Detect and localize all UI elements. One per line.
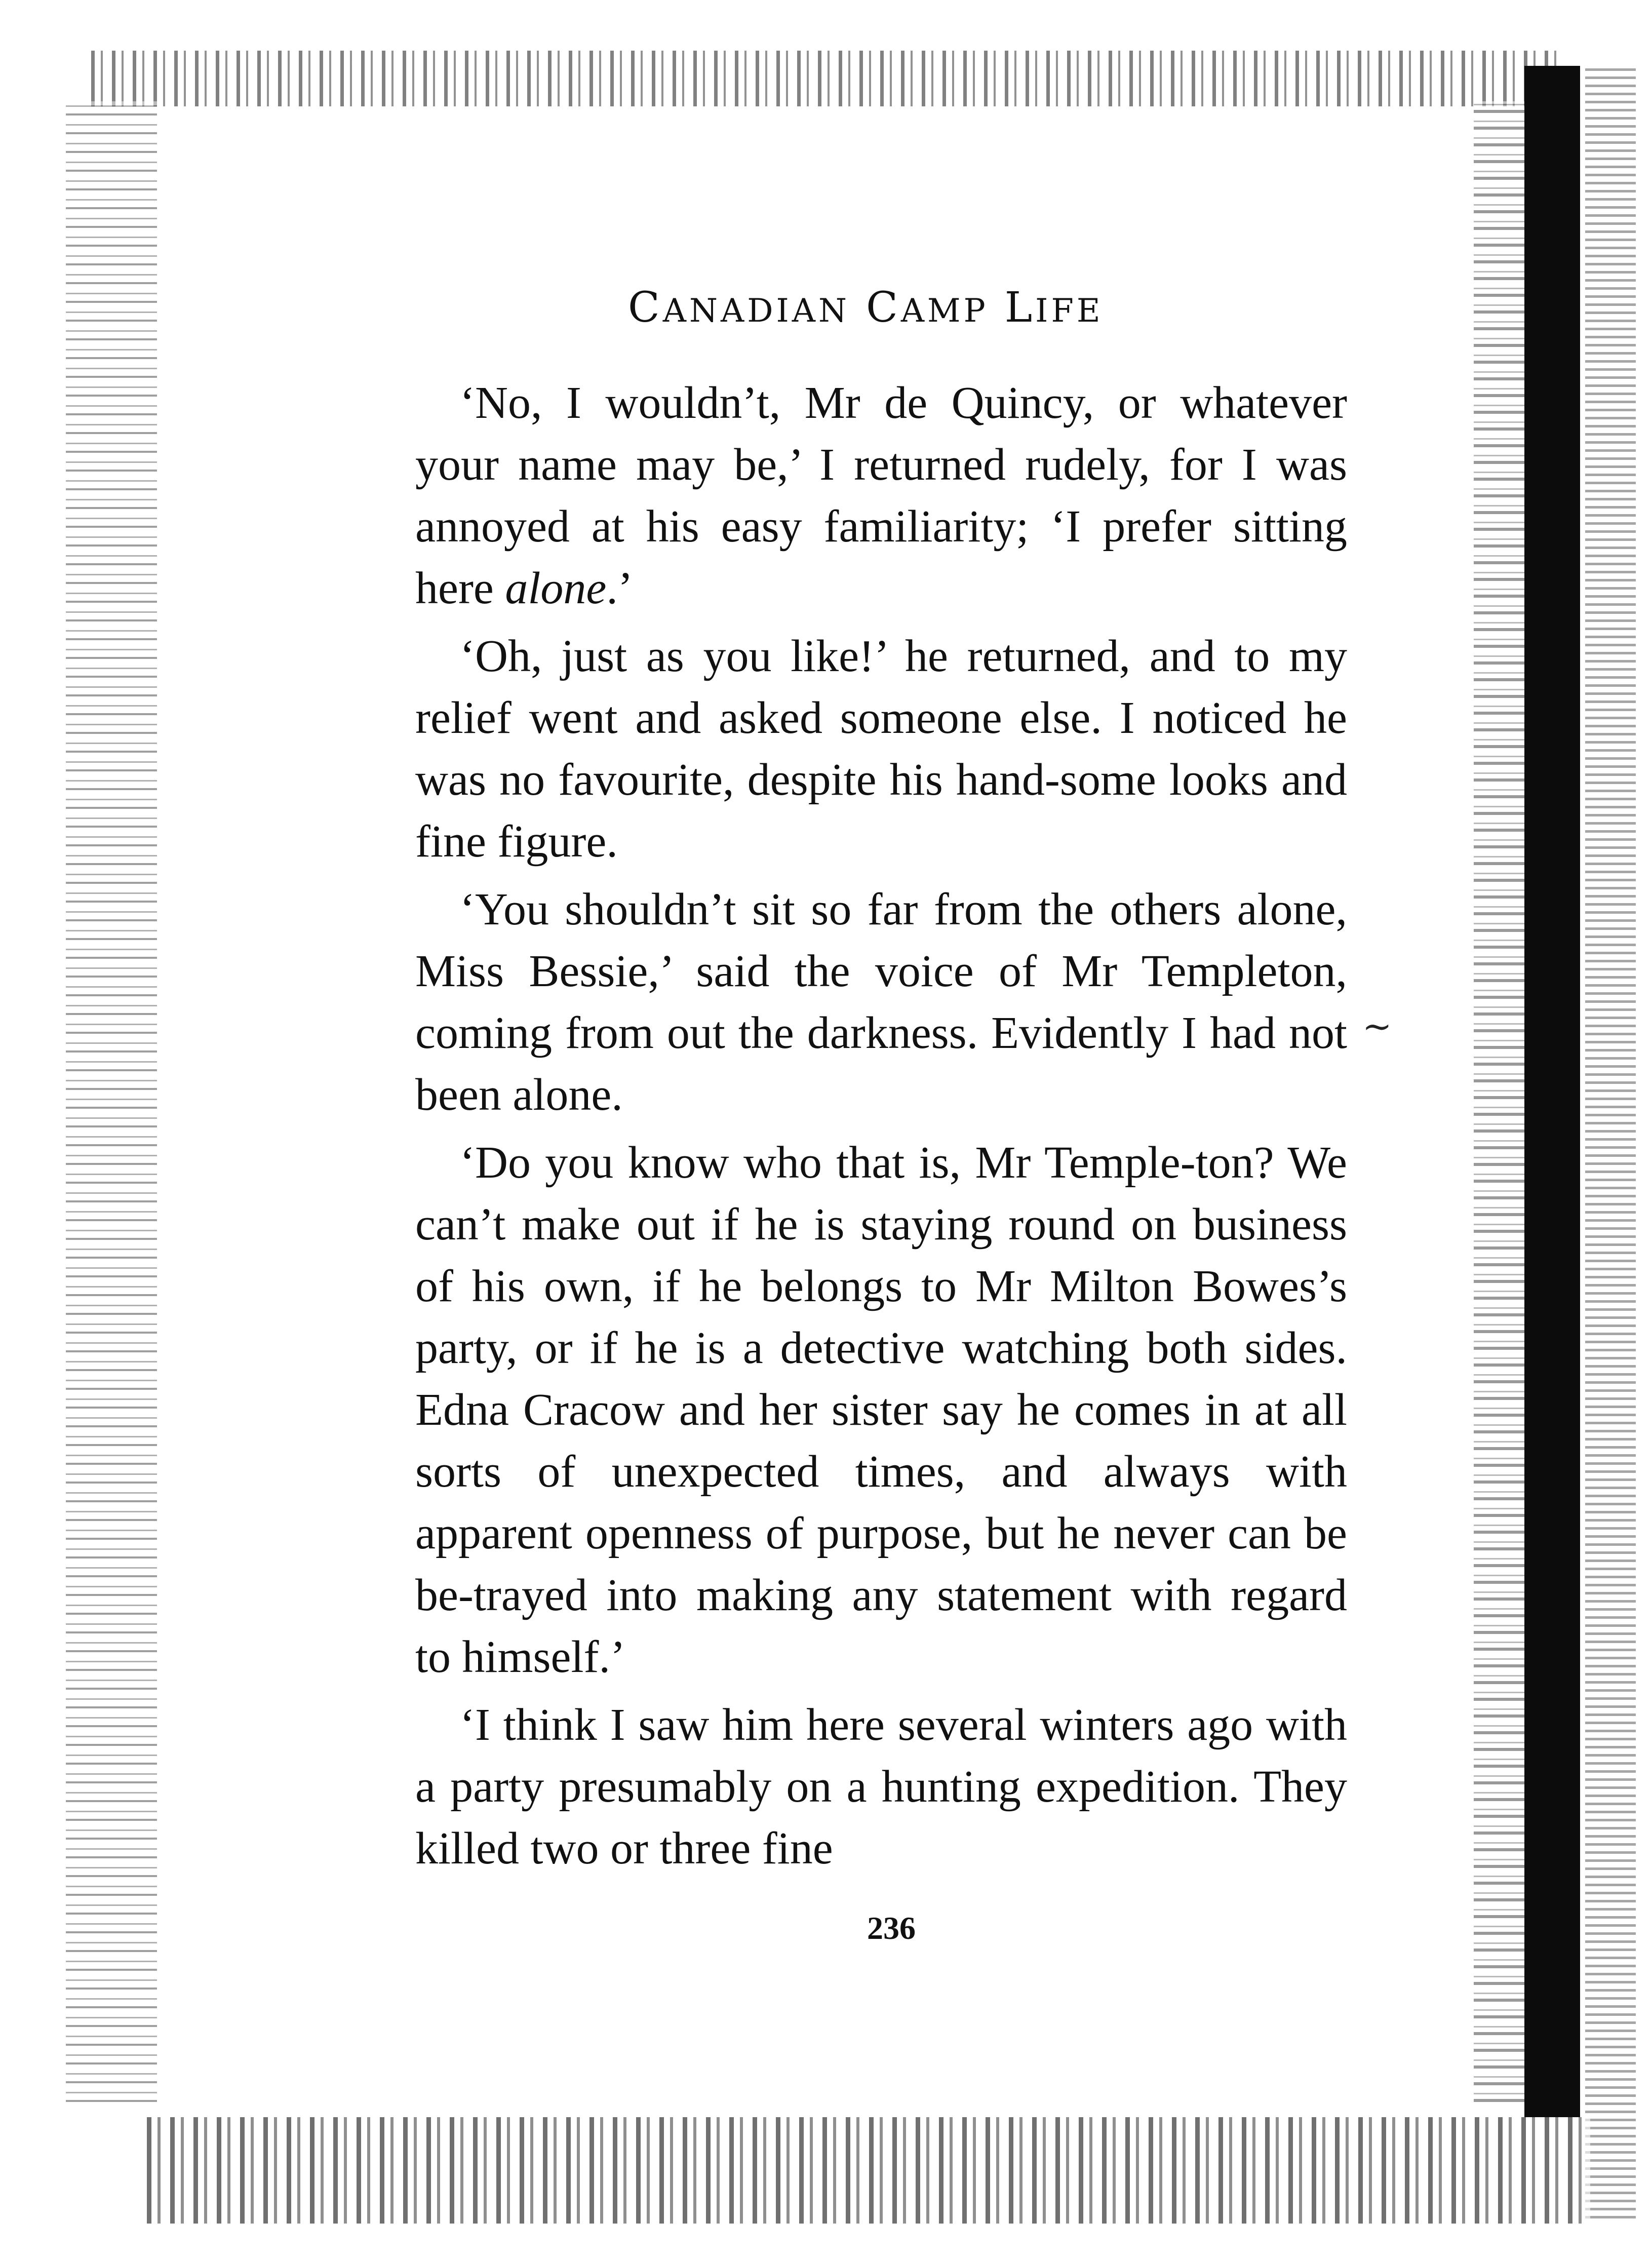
scan-edge-top (91, 51, 1560, 106)
running-head-initial: L (1004, 284, 1036, 332)
paragraph: ‘I think I saw him here several winters ago with a party presumably on a hunting expedition. They killed two or three fine (415, 1700, 1347, 1874)
scan-edge-right-band (1524, 66, 1580, 2117)
running-head-word: AMP (900, 292, 989, 330)
running-head (628, 284, 1134, 332)
running-head-word: IFE (1035, 292, 1104, 330)
scan-edge-right-noise (1474, 101, 1529, 2102)
running-head-word: ANADIAN (662, 292, 850, 330)
paragraph: ‘No, I wouldn’t, Mr de Quincy, or whatever your name may be,’ I returned rudely, for I was annoyed at his easy familiarity; ‘I prefer sitting here alone.’ (415, 378, 1347, 613)
scan-edge-bottom (147, 2117, 1590, 2224)
paragraph: ‘Oh, just as you like!’ he returned, and to my relief went and asked someone else. I noticed he was no favourite, despite his hand-some looks and fine figure. (415, 631, 1347, 867)
page-number: 236 (867, 1910, 916, 1946)
running-head-initial: C (628, 284, 663, 332)
emphasis: alone (505, 563, 607, 613)
scan-edge-right-outer (1585, 66, 1636, 2218)
running-head-initial: C (866, 284, 901, 332)
scan-edge-left (66, 101, 157, 2102)
margin-pencil-mark-icon: ~ (1362, 1005, 1392, 1047)
paragraph: ‘You shouldn’t sit so far from the others alone, Miss Bessie,’ said the voice of Mr Templeton, coming from out the darkness. Evidently I had not been alone. (415, 884, 1347, 1120)
paragraph: ‘Do you know who that is, Mr Temple-ton? We can’t make out if he is staying round on business of his own, if he belongs to Mr Milton Bowes’s party, or if he is a detective watching both sides. Edna Cracow and her sister say he comes in at all sorts of unexpected times, and always with apparent openness of purpose, but he never can be be-trayed into making any statement with regard to himself.’ (415, 1138, 1347, 1682)
body-text (415, 372, 1347, 1880)
